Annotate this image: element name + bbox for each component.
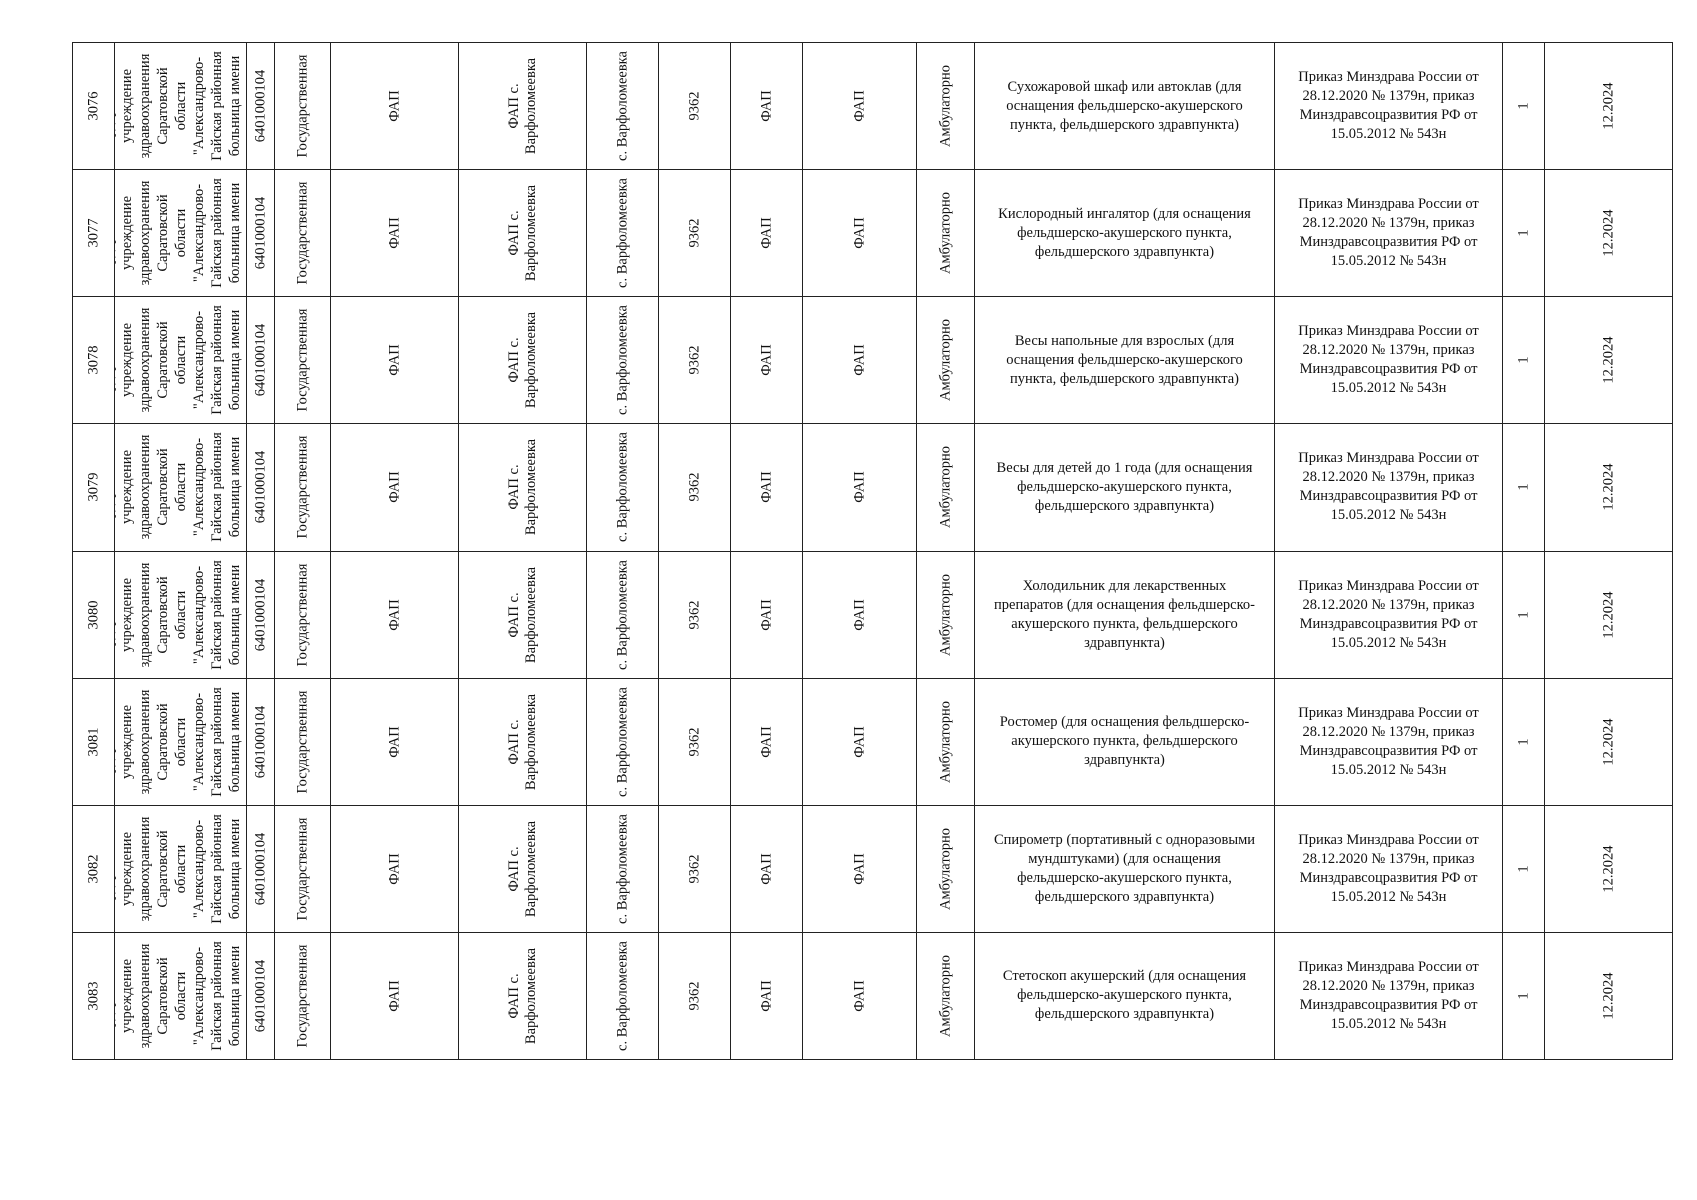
row-number: 3079 — [85, 472, 101, 502]
legal-basis: Приказ Минздрава России от 28.12.2020 № 1379н, приказ Минздравсоцразвития РФ от 15.05.2012 № 543н — [1298, 831, 1479, 905]
cell-care — [917, 170, 975, 297]
cell-basis — [1275, 678, 1503, 805]
table-row — [73, 551, 1673, 678]
legal-basis: Приказ Минздрава России от 28.12.2020 № 1379н, приказ Минздравсоцразвития РФ от 15.05.2012 № 543н — [1298, 196, 1479, 270]
cell-inn — [247, 678, 275, 805]
legal-basis: Приказ Минздрава России от 28.12.2020 № 1379н, приказ Минздравсоцразвития РФ от 15.05.2012 № 543н — [1298, 577, 1479, 651]
cell-ownership — [275, 424, 331, 551]
equipment-name: Кислородный ингалятор (для оснащения фельдшерско-акушерского пункта, фельдшерского здравпункта) — [998, 205, 1251, 260]
locality: с. Варфоломеевка — [614, 178, 630, 289]
due-date: 12.2024 — [1600, 972, 1616, 1020]
unit-name: ФАП с. Варфоломеевка — [505, 566, 539, 663]
type1: ФАП — [758, 725, 774, 758]
type2: ФАП — [851, 344, 867, 377]
code: 9362 — [686, 981, 702, 1011]
code: 9362 — [686, 345, 702, 375]
cell-number — [73, 170, 115, 297]
cell-number — [73, 43, 115, 170]
cell-inn — [247, 805, 275, 932]
type2: ФАП — [851, 217, 867, 249]
cell-date — [1545, 424, 1673, 551]
cell-equipment — [975, 424, 1275, 551]
cell-number — [73, 551, 115, 678]
cell-equipment — [975, 170, 1275, 297]
cell-type1 — [731, 678, 803, 805]
unit: ФАП — [386, 725, 402, 758]
cell-locality — [587, 43, 659, 170]
due-date: 12.2024 — [1600, 82, 1616, 130]
cell-care — [917, 551, 975, 678]
unit: ФАП — [386, 853, 402, 885]
locality: с. Варфоломеевка — [614, 813, 630, 924]
unit: ФАП — [386, 344, 402, 377]
inn: 6401000104 — [252, 196, 268, 270]
cell-care — [917, 932, 975, 1059]
cell-qty — [1503, 678, 1545, 805]
ownership: Государственная — [294, 563, 310, 667]
cell-equipment — [975, 43, 1275, 170]
legal-basis: Приказ Минздрава России от 28.12.2020 № 1379н, приказ Минздравсоцразвития РФ от 15.05.2012 № 543н — [1298, 704, 1479, 778]
type2: ФАП — [851, 90, 867, 122]
legal-basis: Приказ Минздрава России от 28.12.2020 № 1379н, приказ Минздравсоцразвития РФ от 15.05.2012 № 543н — [1298, 323, 1479, 397]
inn: 6401000104 — [252, 578, 268, 651]
cell-organization — [115, 678, 247, 805]
cell-type2 — [803, 170, 917, 297]
locality: с. Варфоломеевка — [614, 305, 630, 416]
equipment-table — [72, 42, 1673, 1060]
cell-unit — [331, 424, 459, 551]
equipment-name: Весы для детей до 1 года (для оснащения фельдшерско-акушерского пункта, фельдшерского здравпункта) — [996, 459, 1253, 514]
unit: ФАП — [386, 598, 402, 631]
cell-organization — [115, 424, 247, 551]
code: 9362 — [686, 218, 702, 248]
cell-basis — [1275, 551, 1503, 678]
care-form: Амбулаторно — [937, 573, 953, 656]
care-form: Амбулаторно — [937, 827, 953, 910]
cell-ownership — [275, 678, 331, 805]
cell-type1 — [731, 551, 803, 678]
quantity: 1 — [1515, 992, 1531, 1000]
cell-date — [1545, 551, 1673, 678]
organization-name: Государственное учреждение здравоохранения Саратовской области "Александрово-Гайская районная больница имени В.П. Дурнова" — [114, 559, 247, 670]
unit-name: ФАП с. Варфоломеевка — [505, 57, 539, 155]
cell-unit — [331, 297, 459, 424]
code: 9362 — [686, 600, 702, 630]
cell-unit — [331, 551, 459, 678]
cell-equipment — [975, 551, 1275, 678]
cell-basis — [1275, 170, 1503, 297]
table-row — [73, 170, 1673, 297]
cell-qty — [1503, 805, 1545, 932]
quantity: 1 — [1515, 738, 1531, 746]
cell-qty — [1503, 43, 1545, 170]
care-form: Амбулаторно — [937, 954, 953, 1037]
cell-qty — [1503, 932, 1545, 1059]
cell-unit-name — [459, 297, 587, 424]
cell-ownership — [275, 170, 331, 297]
organization-name: Государственное учреждение здравоохранения Саратовской области "Александрово-Гайская районная больница имени В.П. Дурнова" — [114, 178, 247, 288]
cell-organization — [115, 805, 247, 932]
quantity: 1 — [1515, 356, 1531, 364]
type1: ФАП — [758, 598, 774, 631]
inn: 6401000104 — [252, 832, 268, 906]
ownership: Государственная — [294, 690, 310, 794]
cell-locality — [587, 297, 659, 424]
cell-type2 — [803, 424, 917, 551]
unit: ФАП — [386, 217, 402, 249]
cell-care — [917, 805, 975, 932]
type1: ФАП — [758, 471, 774, 504]
cell-ownership — [275, 551, 331, 678]
organization-name: Государственное учреждение здравоохранения Саратовской области "Александрово-Гайская районная больница имени В.П. Дурнова" — [114, 51, 247, 161]
locality: с. Варфоломеевка — [614, 51, 630, 161]
cell-type1 — [731, 43, 803, 170]
cell-date — [1545, 678, 1673, 805]
cell-unit — [331, 678, 459, 805]
ownership: Государственная — [294, 817, 310, 921]
unit: ФАП — [386, 90, 402, 122]
organization-name: Государственное учреждение здравоохранения Саратовской области "Александрово-Гайская районная больница имени В.П. Дурнова" — [114, 305, 247, 416]
unit-name: ФАП с. Варфоломеевка — [505, 820, 539, 917]
cell-unit — [331, 170, 459, 297]
due-date: 12.2024 — [1600, 336, 1616, 384]
code: 9362 — [686, 91, 702, 121]
cell-locality — [587, 805, 659, 932]
organization-name: Государственное учреждение здравоохранения Саратовской области "Александрово-Гайская районная больница имени В.П. Дурнова" — [114, 941, 247, 1051]
legal-basis: Приказ Минздрава России от 28.12.2020 № 1379н, приказ Минздравсоцразвития РФ от 15.05.2012 № 543н — [1298, 69, 1479, 143]
equipment-name: Сухожаровой шкаф или автоклав (для оснащения фельдшерско-акушерского пункта, фельдшерского здравпункта) — [1006, 78, 1243, 133]
unit-name: ФАП с. Варфоломеевка — [505, 185, 539, 282]
cell-unit-name — [459, 678, 587, 805]
code: 9362 — [686, 472, 702, 502]
type2: ФАП — [851, 980, 867, 1012]
cell-type1 — [731, 297, 803, 424]
cell-care — [917, 43, 975, 170]
unit: ФАП — [386, 471, 402, 504]
ownership: Государственная — [294, 181, 310, 285]
cell-unit — [331, 805, 459, 932]
cell-unit-name — [459, 170, 587, 297]
cell-ownership — [275, 805, 331, 932]
cell-type1 — [731, 424, 803, 551]
type2: ФАП — [851, 598, 867, 631]
cell-basis — [1275, 43, 1503, 170]
locality: с. Варфоломеевка — [614, 941, 630, 1051]
cell-type2 — [803, 932, 917, 1059]
type1: ФАП — [758, 90, 774, 122]
unit-name: ФАП с. Варфоломеевка — [505, 693, 539, 790]
legal-basis: Приказ Минздрава России от 28.12.2020 № 1379н, приказ Минздравсоцразвития РФ от 15.05.2012 № 543н — [1298, 958, 1479, 1032]
cell-qty — [1503, 424, 1545, 551]
cell-type2 — [803, 43, 917, 170]
cell-care — [917, 424, 975, 551]
cell-date — [1545, 297, 1673, 424]
row-number: 3081 — [85, 727, 101, 757]
cell-date — [1545, 805, 1673, 932]
cell-qty — [1503, 297, 1545, 424]
due-date: 12.2024 — [1600, 209, 1616, 257]
cell-organization — [115, 551, 247, 678]
type2: ФАП — [851, 471, 867, 504]
table-row — [73, 297, 1673, 424]
cell-locality — [587, 678, 659, 805]
ownership: Государственная — [294, 54, 310, 158]
cell-code — [659, 170, 731, 297]
row-number: 3080 — [85, 600, 101, 630]
cell-inn — [247, 170, 275, 297]
equipment-name: Ростомер (для оснащения фельдшерско-акушерского пункта, фельдшерского здравпункта) — [999, 714, 1250, 769]
cell-qty — [1503, 551, 1545, 678]
cell-inn — [247, 297, 275, 424]
equipment-name: Весы напольные для взрослых (для оснащения фельдшерско-акушерского пункта, фельдшерского здравпункта) — [1006, 332, 1243, 387]
cell-locality — [587, 932, 659, 1059]
cell-type2 — [803, 678, 917, 805]
cell-organization — [115, 43, 247, 170]
care-form: Амбулаторно — [937, 446, 953, 529]
cell-unit-name — [459, 932, 587, 1059]
row-number: 3082 — [85, 854, 101, 884]
organization-name: Государственное учреждение здравоохранения Саратовской области "Александрово-Гайская районная больница имени В.П. Дурнова" — [114, 686, 247, 797]
cell-number — [73, 424, 115, 551]
cell-code — [659, 551, 731, 678]
locality: с. Варфоломеевка — [614, 686, 630, 797]
ownership: Государственная — [294, 435, 310, 539]
inn: 6401000104 — [252, 451, 268, 524]
equipment-name: Спирометр (портативный с одноразовыми мундштуками) (для оснащения фельдшерско-акушерского пункта, фельдшерского здравпункта) — [993, 831, 1256, 905]
code: 9362 — [686, 854, 702, 884]
care-form: Амбулаторно — [937, 192, 953, 275]
cell-inn — [247, 43, 275, 170]
cell-organization — [115, 170, 247, 297]
cell-basis — [1275, 297, 1503, 424]
cell-code — [659, 43, 731, 170]
legal-basis: Приказ Минздрава России от 28.12.2020 № 1379н, приказ Минздравсоцразвития РФ от 15.05.2012 № 543н — [1298, 450, 1479, 524]
cell-inn — [247, 424, 275, 551]
type1: ФАП — [758, 853, 774, 885]
cell-care — [917, 297, 975, 424]
cell-locality — [587, 170, 659, 297]
cell-organization — [115, 297, 247, 424]
cell-qty — [1503, 170, 1545, 297]
cell-number — [73, 297, 115, 424]
cell-unit-name — [459, 43, 587, 170]
cell-number — [73, 932, 115, 1059]
row-number: 3077 — [85, 218, 101, 248]
cell-basis — [1275, 932, 1503, 1059]
cell-unit-name — [459, 424, 587, 551]
type1: ФАП — [758, 344, 774, 377]
cell-number — [73, 805, 115, 932]
table-row — [73, 43, 1673, 170]
cell-ownership — [275, 932, 331, 1059]
due-date: 12.2024 — [1600, 463, 1616, 511]
cell-inn — [247, 932, 275, 1059]
quantity: 1 — [1515, 483, 1531, 492]
cell-unit — [331, 932, 459, 1059]
quantity: 1 — [1515, 610, 1531, 619]
cell-date — [1545, 43, 1673, 170]
ownership: Государственная — [294, 944, 310, 1048]
unit-name: ФАП с. Варфоломеевка — [505, 947, 539, 1045]
table-row — [73, 678, 1673, 805]
row-number: 3076 — [85, 91, 101, 121]
cell-equipment — [975, 932, 1275, 1059]
inn: 6401000104 — [252, 324, 268, 397]
cell-code — [659, 932, 731, 1059]
cell-unit — [331, 43, 459, 170]
organization-name: Государственное учреждение здравоохранения Саратовской области "Александрово-Гайская районная больница имени В.П. Дурнова" — [114, 432, 247, 543]
cell-code — [659, 678, 731, 805]
type2: ФАП — [851, 853, 867, 885]
equipment-name: Стетоскоп акушерский (для оснащения фельдшерско-акушерского пункта, фельдшерского здравпункта) — [1002, 968, 1247, 1023]
cell-type1 — [731, 170, 803, 297]
locality: с. Варфоломеевка — [614, 559, 630, 670]
cell-equipment — [975, 297, 1275, 424]
cell-organization — [115, 932, 247, 1059]
due-date: 12.2024 — [1600, 718, 1616, 766]
cell-equipment — [975, 805, 1275, 932]
row-number: 3083 — [85, 981, 101, 1011]
cell-unit-name — [459, 551, 587, 678]
locality: с. Варфоломеевка — [614, 432, 630, 543]
quantity: 1 — [1515, 229, 1531, 237]
unit: ФАП — [386, 980, 402, 1012]
cell-locality — [587, 424, 659, 551]
unit-name: ФАП с. Варфоломеевка — [505, 312, 539, 409]
cell-basis — [1275, 424, 1503, 551]
cell-basis — [1275, 805, 1503, 932]
due-date: 12.2024 — [1600, 591, 1616, 639]
type1: ФАП — [758, 217, 774, 249]
table-row — [73, 424, 1673, 551]
cell-care — [917, 678, 975, 805]
care-form: Амбулаторно — [937, 319, 953, 402]
cell-unit-name — [459, 805, 587, 932]
type1: ФАП — [758, 980, 774, 1012]
cell-date — [1545, 170, 1673, 297]
inn: 6401000104 — [252, 705, 268, 778]
care-form: Амбулаторно — [937, 700, 953, 783]
cell-equipment — [975, 678, 1275, 805]
table-row — [73, 805, 1673, 932]
cell-date — [1545, 932, 1673, 1059]
code: 9362 — [686, 727, 702, 757]
cell-locality — [587, 551, 659, 678]
cell-ownership — [275, 43, 331, 170]
quantity: 1 — [1515, 102, 1531, 110]
unit-name: ФАП с. Варфоломеевка — [505, 439, 539, 536]
cell-code — [659, 297, 731, 424]
quantity: 1 — [1515, 865, 1531, 873]
cell-code — [659, 805, 731, 932]
table-row — [73, 932, 1673, 1059]
cell-type2 — [803, 551, 917, 678]
ownership: Государственная — [294, 308, 310, 412]
cell-inn — [247, 551, 275, 678]
care-form: Амбулаторно — [937, 65, 953, 148]
equipment-name: Холодильник для лекарственных препаратов (для оснащения фельдшерско-акушерского пункта, фельдшерского здравпункта) — [994, 577, 1255, 651]
cell-type1 — [731, 805, 803, 932]
due-date: 12.2024 — [1600, 845, 1616, 893]
cell-ownership — [275, 297, 331, 424]
type2: ФАП — [851, 725, 867, 758]
cell-type1 — [731, 932, 803, 1059]
cell-number — [73, 678, 115, 805]
inn: 6401000104 — [252, 69, 268, 143]
cell-type2 — [803, 805, 917, 932]
cell-code — [659, 424, 731, 551]
row-number: 3078 — [85, 345, 101, 375]
cell-type2 — [803, 297, 917, 424]
organization-name: Государственное учреждение здравоохранения Саратовской области "Александрово-Гайская районная больница имени В.П. Дурнова" — [114, 814, 247, 924]
inn: 6401000104 — [252, 959, 268, 1033]
